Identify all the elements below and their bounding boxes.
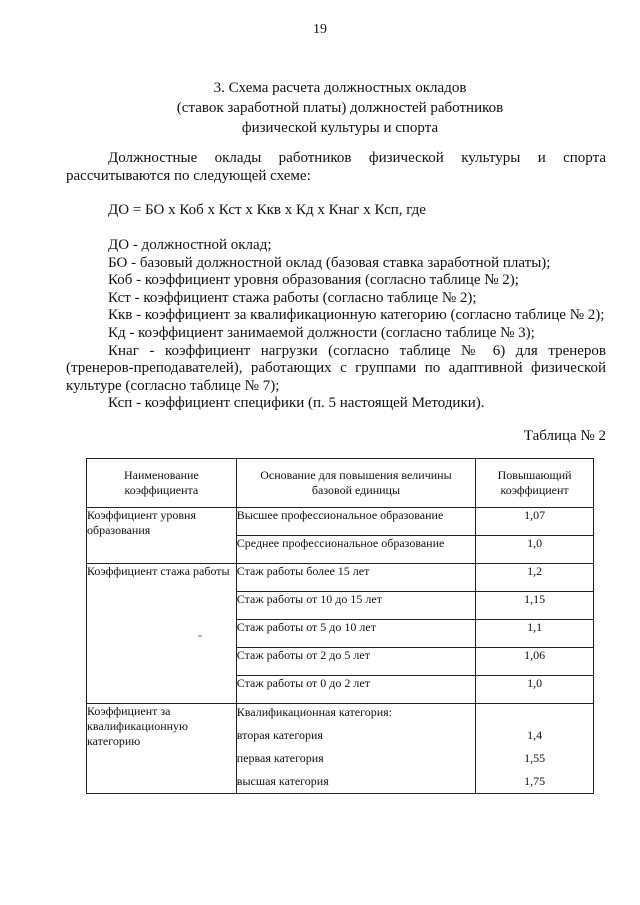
intro-paragraph xyxy=(66,150,606,185)
table-row xyxy=(87,704,594,794)
qualification-heading: Квалификационная категория: xyxy=(236,705,392,719)
definition-knag-line: (тренеров-преподавателей), работающих с группами по адаптивной физической xyxy=(66,360,606,377)
qualification-basis xyxy=(236,704,475,794)
definition-bo: БО - базовый должностной оклад (базовая ставка заработной платы); xyxy=(108,254,551,271)
definitions-list xyxy=(66,237,606,413)
education-name: Коэффициент уровня образования xyxy=(87,508,237,564)
basis-cell: Стаж работы от 2 до 5 лет xyxy=(236,648,475,676)
stray-dash-mark: - xyxy=(198,628,202,642)
value-cell: 1,2 xyxy=(476,564,594,592)
table-label: Таблица № 2 xyxy=(523,428,606,444)
table-header-row xyxy=(87,459,594,508)
value-cell: 1,0 xyxy=(476,536,594,564)
section-title xyxy=(60,78,620,138)
section-title-line: 3. Схема расчета должностных окладов xyxy=(213,80,467,96)
header-value: Повышающий коэффициент xyxy=(476,459,594,508)
definition-knag-line: культуре (согласно таблице № 7); xyxy=(66,377,280,394)
value-cell: 1,55 xyxy=(524,751,546,765)
value-cell: 1,15 xyxy=(476,592,594,620)
value-cell: 1,1 xyxy=(476,620,594,648)
basis-cell: вторая категория xyxy=(236,728,323,742)
coefficient-table xyxy=(86,458,594,794)
definition-ksp: Ксп - коэффициент специфики (п. 5 настоящей Методики). xyxy=(108,395,485,412)
value-spacer xyxy=(476,704,593,720)
basis-cell: Среднее профессиональное образование xyxy=(236,536,475,564)
value-cell: 1,07 xyxy=(476,508,594,536)
basis-cell: Высшее профессиональное образование xyxy=(236,508,475,536)
section-title-line: физической культуры и спорта xyxy=(241,120,439,136)
table-row xyxy=(87,564,594,592)
definition-knag-line: Кнаг - коэффициент нагрузки (согласно таблице № 6) для тренеров xyxy=(108,342,606,359)
page-number: 19 xyxy=(313,22,327,37)
experience-name: Коэффициент стажа работы xyxy=(87,564,237,704)
definition-kob: Коб - коэффициент уровня образования (согласно таблице № 2); xyxy=(108,272,519,289)
definition-kd: Кд - коэффициент занимаемой должности (согласно таблице № 3); xyxy=(108,324,535,341)
basis-cell: первая категория xyxy=(236,751,324,765)
intro-line: Должностные оклады работников физической культуры и спорта xyxy=(108,150,606,166)
section-title-line: (ставок заработной платы) должностей работников xyxy=(176,100,504,116)
qualification-name: Коэффициент за квалификационную категорию xyxy=(87,704,237,794)
header-basis: Основание для повышения величины базовой единицы xyxy=(236,459,475,508)
basis-cell: Стаж работы более 15 лет xyxy=(236,564,475,592)
basis-cell: высшая категория xyxy=(236,774,329,788)
value-cell: 1,06 xyxy=(476,648,594,676)
basis-cell: Стаж работы от 10 до 15 лет xyxy=(236,592,475,620)
table-row xyxy=(87,508,594,536)
basis-cell: Стаж работы от 0 до 2 лет xyxy=(236,676,475,704)
definition-knag xyxy=(66,343,606,396)
header-name: Наименование коэффициента xyxy=(87,459,237,508)
value-cell: 1,75 xyxy=(524,774,546,788)
intro-line: рассчитываются по следующей схеме: xyxy=(66,167,311,184)
qualification-values xyxy=(476,704,594,794)
basis-cell: Стаж работы от 5 до 10 лет xyxy=(236,620,475,648)
value-cell: 1,0 xyxy=(476,676,594,704)
value-cell: 1,4 xyxy=(527,728,543,742)
salary-formula: ДО = БО х Коб х Кст х Ккв х Кд х Кнаг х Ксп, где xyxy=(108,202,426,218)
definition-do: ДО - должностной оклад; xyxy=(108,237,272,253)
definition-kst: Кст - коэффициент стажа работы (согласно таблице № 2); xyxy=(108,289,477,306)
definition-kkv: Ккв - коэффициент за квалификационную категорию (согласно таблице № 2); xyxy=(108,307,605,324)
